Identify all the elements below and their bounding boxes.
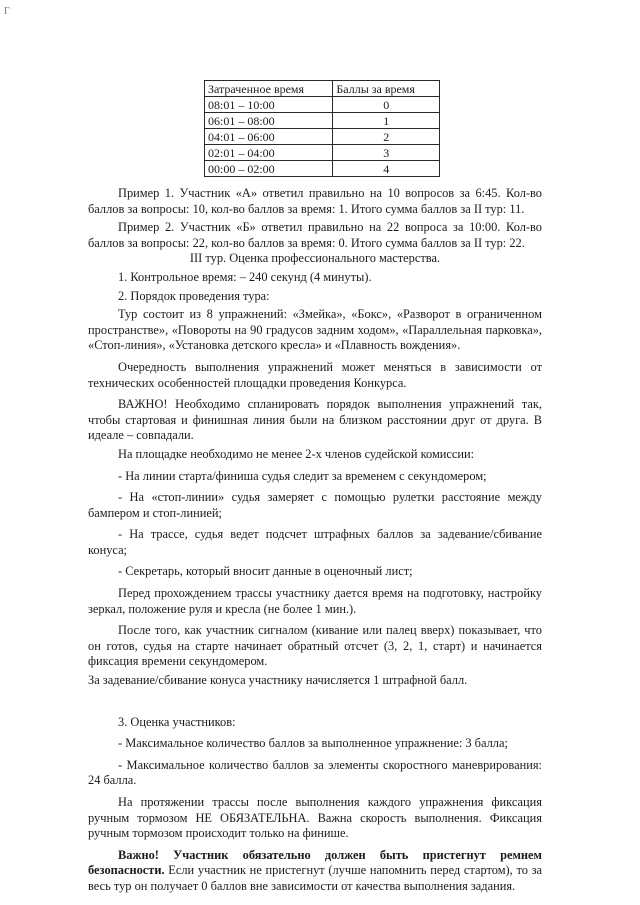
time-points-table — [204, 80, 440, 177]
seatbelt-important: Важно! Участник обязательно должен быть пристегнут ремнем безопасности. — [88, 847, 542, 878]
points-cell: 2 — [333, 129, 440, 145]
seatbelt-consequence: Если участник не пристегнут (лучше напомнить перед стартом), то за весь тур он получает 0 баллов вне зависимости от качества выполнения задания. — [88, 863, 542, 893]
document-body — [88, 186, 542, 895]
time-cell: 04:01 – 06:00 — [205, 129, 333, 145]
round3-title: III тур. Оценка профессионального мастерства. — [189, 251, 441, 266]
max-points-maneuver: - Максимальное количество баллов за элементы скоростного маневрирования: 24 балла. — [88, 757, 542, 788]
time-cell: 02:01 – 04:00 — [205, 145, 333, 161]
points-cell: 1 — [333, 113, 440, 129]
points-cell: 4 — [333, 161, 440, 177]
time-cell: 08:01 – 10:00 — [205, 97, 333, 113]
table-row — [205, 161, 440, 177]
table-header-row — [205, 81, 440, 97]
judges-intro: На площадке необходимо не менее 2-х членов судейской комиссии: — [118, 446, 475, 461]
tour-description: Тур состоит из 8 упражнений: «Змейка», «Бокс», «Разворот в ограниченном пространстве», «Повороты на 90 градусов задним ходом», «Параллельная парковка», «Стоп-линия», «Установка детского кресла» и «Плавность вождения». — [88, 307, 542, 353]
prep-time-note: Перед прохождением трассы участнику дается время на подготовку, настройку зеркал, положение руля и кресла (не более 1 мин.). — [88, 586, 542, 616]
points-header: Баллы за время — [333, 81, 440, 97]
corner-mark: Г — [4, 6, 10, 17]
table-row — [205, 97, 440, 113]
table-row — [205, 129, 440, 145]
evaluation-title: 3. Оценка участников: — [118, 714, 236, 729]
points-cell: 0 — [333, 97, 440, 113]
handbrake-note: На протяжении трассы после выполнения каждого упражнения фиксация ручным тормозом НЕ ОБЯЗАТЕЛЬНА. Важна скорость выполнения. Фиксация ручным тормозом происходит только на финише. — [88, 795, 542, 841]
control-time-item: 1. Контрольное время: – 240 секунд (4 минуты). — [118, 269, 372, 284]
example-1: Пример 1. Участник «А» ответил правильно на 10 вопросов за 6:45. Кол-во баллов за вопросы: 10, кол-во баллов за время: 1. Итого сумма баллов за II тур: 11. — [88, 186, 542, 216]
time-cell: 06:01 – 08:00 — [205, 113, 333, 129]
judge-item: - На «стоп-линии» судья замеряет с помощью рулетки расстояние между бампером и стоп-линией; — [88, 490, 542, 520]
points-cell: 3 — [333, 145, 440, 161]
judge-item: - Секретарь, который вносит данные в оценочный лист; — [118, 564, 413, 579]
order-note: Очередность выполнения упражнений может меняться в зависимости от технических особенностей площадки проведения Конкурса. — [88, 359, 542, 390]
seatbelt-note — [88, 848, 542, 895]
max-points-exercise: - Максимальное количество баллов за выполненное упражнение: 3 балла; — [118, 736, 508, 751]
table-row — [205, 145, 440, 161]
judge-item: - На трассе, судья ведет подсчет штрафных баллов за задевание/сбивание конуса; — [88, 527, 542, 557]
table-row — [205, 113, 440, 129]
procedure-item: 2. Порядок проведения тура: — [118, 288, 270, 303]
cone-penalty-note: За задевание/сбивание конуса участнику начисляется 1 штрафной балл. — [88, 673, 468, 688]
important-plan: ВАЖНО! Необходимо спланировать порядок выполнения упражнений так, чтобы стартовая и финишная линия были на близком расстоянии друг от друга. В идеале – совпадали. — [88, 397, 542, 443]
signal-note: После того, как участник сигналом (кивание или палец вверх) показывает, что он готов, судья на старте начинает обратный отсчет (3, 2, 1, старт) и начинается фиксация времени секундомером. — [88, 623, 542, 669]
time-header: Затраченное время — [205, 81, 333, 97]
judge-item: - На линии старта/финиша судья следит за временем с секундомером; — [118, 468, 487, 483]
time-cell: 00:00 – 02:00 — [205, 161, 333, 177]
example-2: Пример 2. Участник «Б» ответил правильно на 22 вопроса за 10:00. Кол-во баллов за вопросы: 22, кол-во баллов за время: 0. Итого сумма баллов за II тур: 22. — [88, 220, 542, 250]
